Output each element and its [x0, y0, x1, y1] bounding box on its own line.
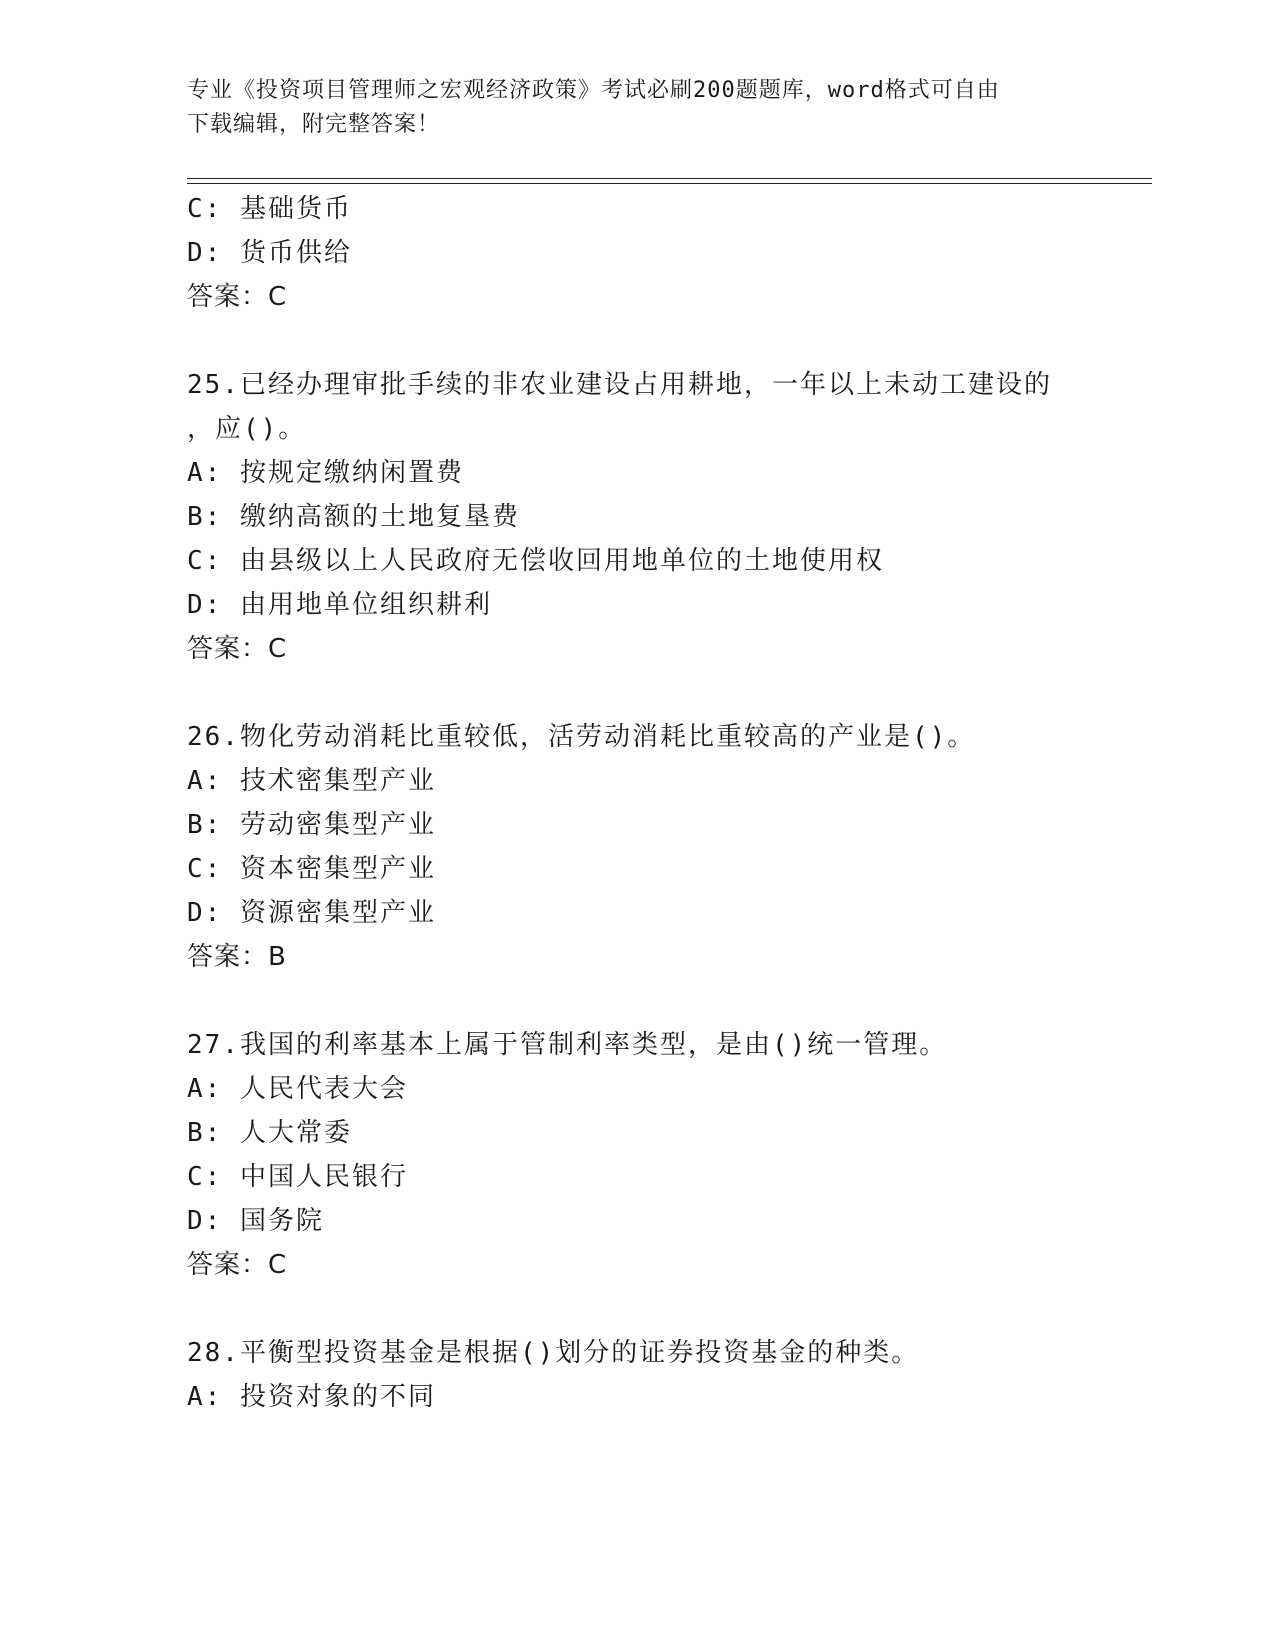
- q27-option-a: A: 人民代表大会: [187, 1074, 408, 1104]
- q24-answer: 答案：C: [187, 282, 288, 312]
- q26-option-b: B: 劳动密集型产业: [187, 810, 436, 840]
- q28-option-a: A: 投资对象的不同: [187, 1382, 436, 1412]
- header-line-2: 下载编辑，附完整答案！: [187, 112, 441, 137]
- q28-question: 28.平衡型投资基金是根据()划分的证券投资基金的种类。: [187, 1338, 920, 1368]
- q24-option-d: D: 货币供给: [187, 238, 352, 268]
- q27-answer: 答案：C: [187, 1250, 288, 1280]
- q26-question: 26.物化劳动消耗比重较低，活劳动消耗比重较高的产业是()。: [187, 722, 976, 752]
- q27-option-d: D: 国务院: [187, 1206, 324, 1236]
- q25-answer: 答案：C: [187, 634, 288, 664]
- q27-option-c: C: 中国人民银行: [187, 1162, 408, 1192]
- q25-option-c: C: 由县级以上人民政府无偿收回用地单位的土地使用权: [187, 546, 884, 576]
- q25-option-b: B: 缴纳高额的土地复垦费: [187, 502, 520, 532]
- q25-option-d: D: 由用地单位组织耕利: [187, 590, 492, 620]
- q27-option-b: B: 人大常委: [187, 1118, 352, 1148]
- q24-option-c: C: 基础货币: [187, 194, 352, 224]
- header-line-1: 专业《投资项目管理师之宏观经济政策》考试必刷200题题库，word格式可自由: [187, 78, 1000, 103]
- q25-question-line-2: ，应()。: [187, 414, 307, 444]
- q25-option-a: A: 按规定缴纳闲置费: [187, 458, 464, 488]
- q27-question: 27.我国的利率基本上属于管制利率类型，是由()统一管理。: [187, 1030, 948, 1060]
- q26-option-c: C: 资本密集型产业: [187, 854, 436, 884]
- q26-answer: 答案：B: [187, 942, 287, 972]
- q26-option-a: A: 技术密集型产业: [187, 766, 436, 796]
- q26-option-d: D: 资源密集型产业: [187, 898, 436, 928]
- q25-question-line-1: 25.已经办理审批手续的非农业建设占用耕地，一年以上未动工建设的: [187, 370, 1052, 400]
- header-divider-bottom: [187, 183, 1152, 184]
- document-header: [187, 74, 1067, 142]
- header-divider-top: [187, 178, 1152, 179]
